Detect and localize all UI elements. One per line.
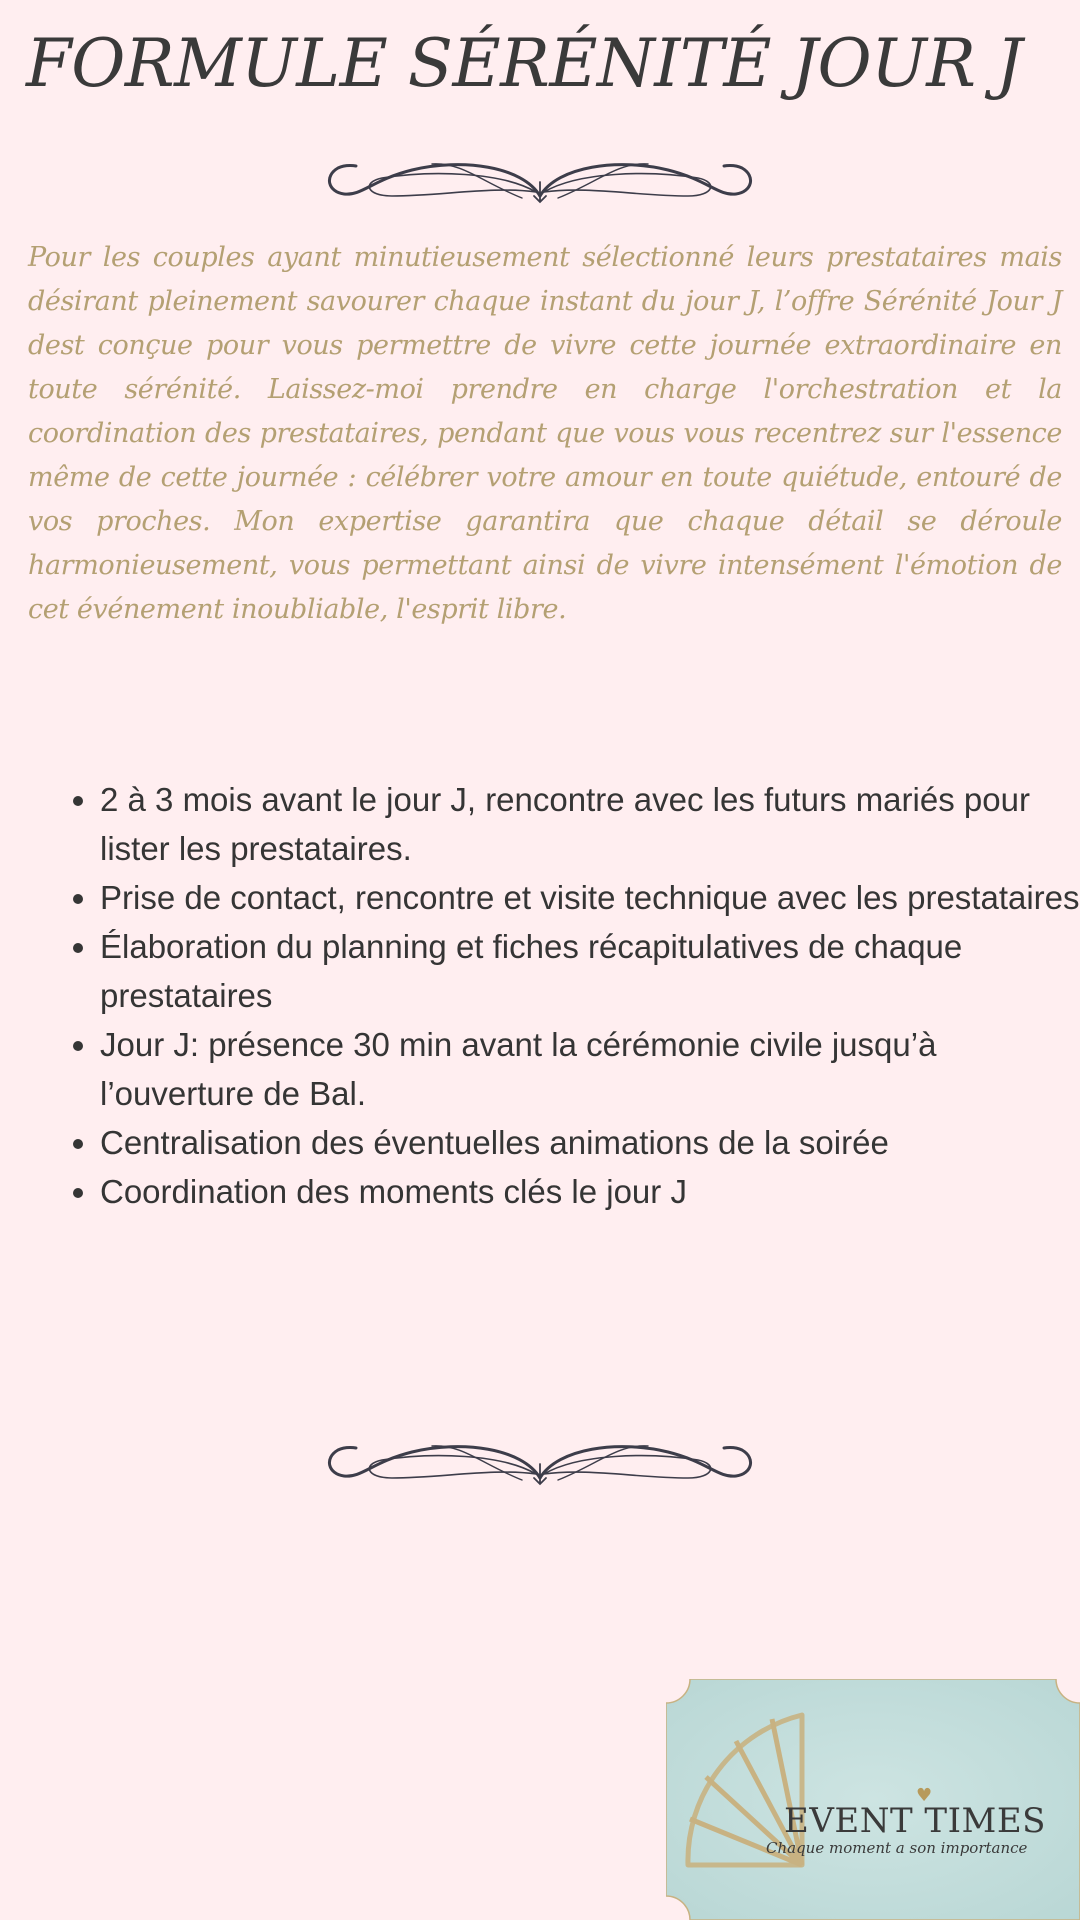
service-steps-list	[58, 775, 1080, 1216]
heart-icon: ♥	[916, 1785, 933, 1806]
logo-brand-name: ♥ EVENT TIMES	[784, 1785, 1046, 1841]
list-item: • Élaboration du planning et fiches récapitulatives de chaque prestataires	[100, 922, 1080, 1020]
logo-tagline: Chaque moment a son importance	[766, 1839, 1028, 1857]
list-item: • Prise de contact, rencontre et visite technique avec les prestataires	[100, 873, 1080, 922]
flourish-divider-icon	[322, 1434, 758, 1486]
logo-card-background	[666, 1679, 1080, 1920]
flourish-divider-icon	[322, 152, 758, 204]
list-item: • 2 à 3 mois avant le jour J, rencontre avec les futurs mariés pour lister les prestataires.	[100, 775, 1080, 873]
list-item: • Jour J: présence 30 min avant la cérémonie civile jusqu’à l’ouverture de Bal.	[100, 1020, 1080, 1118]
list-item: • Centralisation des éventuelles animations de la soirée	[100, 1118, 1080, 1167]
logo-card	[666, 1679, 1080, 1920]
intro-paragraph: Pour les couples ayant minutieusement sélectionné leurs prestataires mais désirant pleinement savourer chaque instant du jour J, l’offre Sérénité Jour J dest conçue pour vous permettre de vivre cette journée extraordinaire en toute sérénité. Laissez-moi prendre en charge l'orchestration et la coordination des prestataires, pendant que vous vous recentrez sur l'essence même de cette journée : célébrer votre amour en toute quiétude, entouré de vos proches. Mon expertise garantira que chaque détail se déroule harmonieusement, vous permettant ainsi de vivre intensément l'émotion de cet événement inoubliable, l'esprit libre.	[28, 242, 1062, 625]
page-title: FORMULE SÉRÉNITÉ JOUR J	[26, 25, 1022, 102]
list-item: • Coordination des moments clés le jour J	[100, 1167, 1080, 1216]
